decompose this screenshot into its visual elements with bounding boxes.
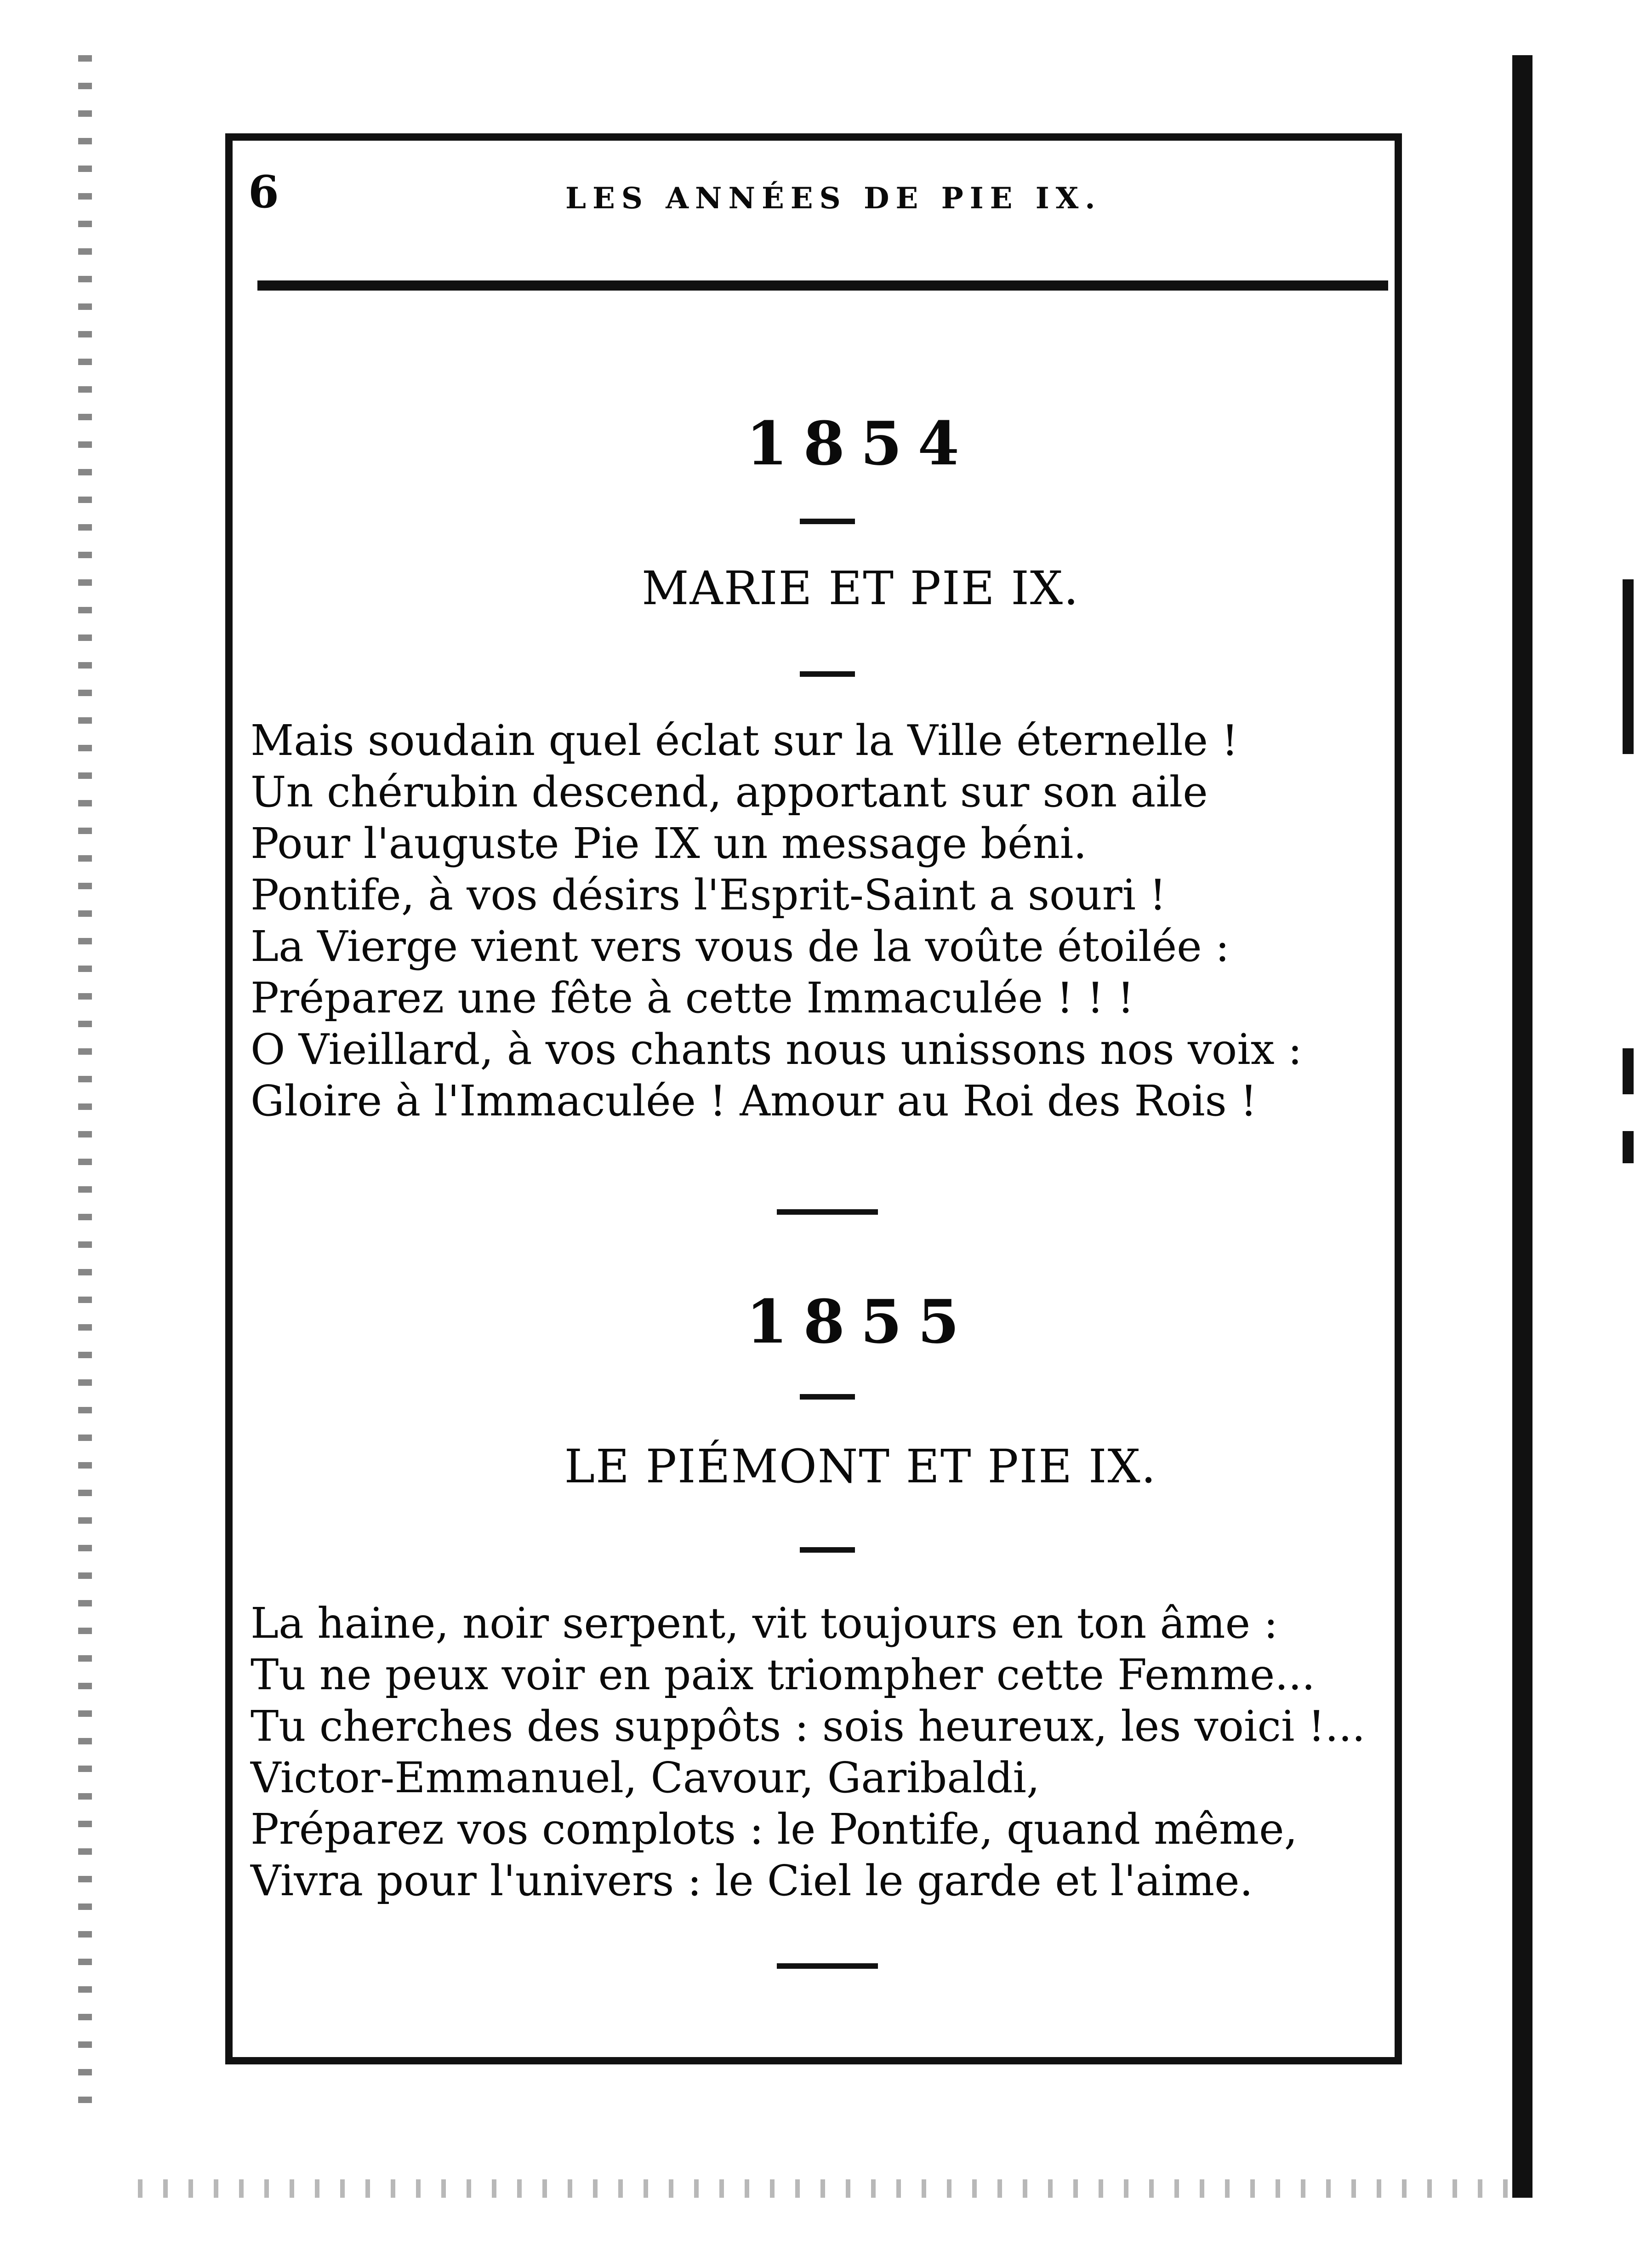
verse-line: Gloire à l'Immaculée ! Amour au Roi des Rois ! bbox=[251, 1076, 1257, 1126]
section-divider bbox=[777, 1209, 878, 1215]
separator-dash bbox=[800, 1394, 855, 1400]
binding-edge bbox=[1512, 55, 1532, 2198]
verse-line: Victor-Emmanuel, Cavour, Garibaldi, bbox=[251, 1753, 1040, 1802]
running-title: LES ANNÉES DE PIE IX. bbox=[565, 181, 1102, 216]
separator-dash bbox=[800, 519, 855, 524]
poem-title: MARIE ET PIE IX. bbox=[642, 561, 1079, 615]
separator-dash bbox=[800, 671, 855, 677]
verse-line: Mais soudain quel éclat sur la Ville éternelle ! bbox=[251, 716, 1239, 765]
verse-line: Pontife, à vos désirs l'Esprit-Saint a souri ! bbox=[251, 870, 1167, 920]
verse-line: Un chérubin descend, apportant sur son aile bbox=[251, 767, 1208, 817]
section-divider bbox=[777, 1963, 878, 1969]
poem-verse bbox=[251, 1598, 1400, 1907]
verse-line: Tu ne peux voir en paix triompher cette Femme... bbox=[251, 1650, 1316, 1699]
poem-title: LE PIÉMONT ET PIE IX. bbox=[564, 1440, 1157, 1493]
section-year: 1855 bbox=[746, 1286, 975, 1357]
margin-mark bbox=[1623, 1048, 1634, 1094]
margin-mark bbox=[1623, 1131, 1634, 1163]
verse-line: O Vieillard, à vos chants nous unissons nos voix : bbox=[251, 1025, 1302, 1074]
section-year: 1854 bbox=[746, 408, 975, 479]
verse-line: Préparez vos complots : le Pontife, quand même, bbox=[251, 1805, 1298, 1854]
verse-line: Vivra pour l'univers : le Ciel le garde et l'aime. bbox=[251, 1856, 1253, 1905]
poem-verse bbox=[251, 715, 1400, 1127]
page-number: 6 bbox=[248, 166, 279, 218]
header-rule bbox=[257, 280, 1388, 291]
verse-line: La haine, noir serpent, vit toujours en ton âme : bbox=[251, 1599, 1278, 1648]
scan-edge-noise-left bbox=[78, 55, 92, 2124]
verse-line: Préparez une fête à cette Immaculée ! ! ! bbox=[251, 973, 1134, 1023]
verse-line: Pour l'auguste Pie IX un message béni. bbox=[251, 819, 1087, 868]
separator-dash bbox=[800, 1547, 855, 1553]
verse-line: La Vierge vient vers vous de la voûte étoilée : bbox=[251, 922, 1230, 971]
scan-edge-noise-bottom bbox=[138, 2179, 1517, 2198]
verse-line: Tu cherches des suppôts : sois heureux, les voici !... bbox=[251, 1702, 1366, 1751]
